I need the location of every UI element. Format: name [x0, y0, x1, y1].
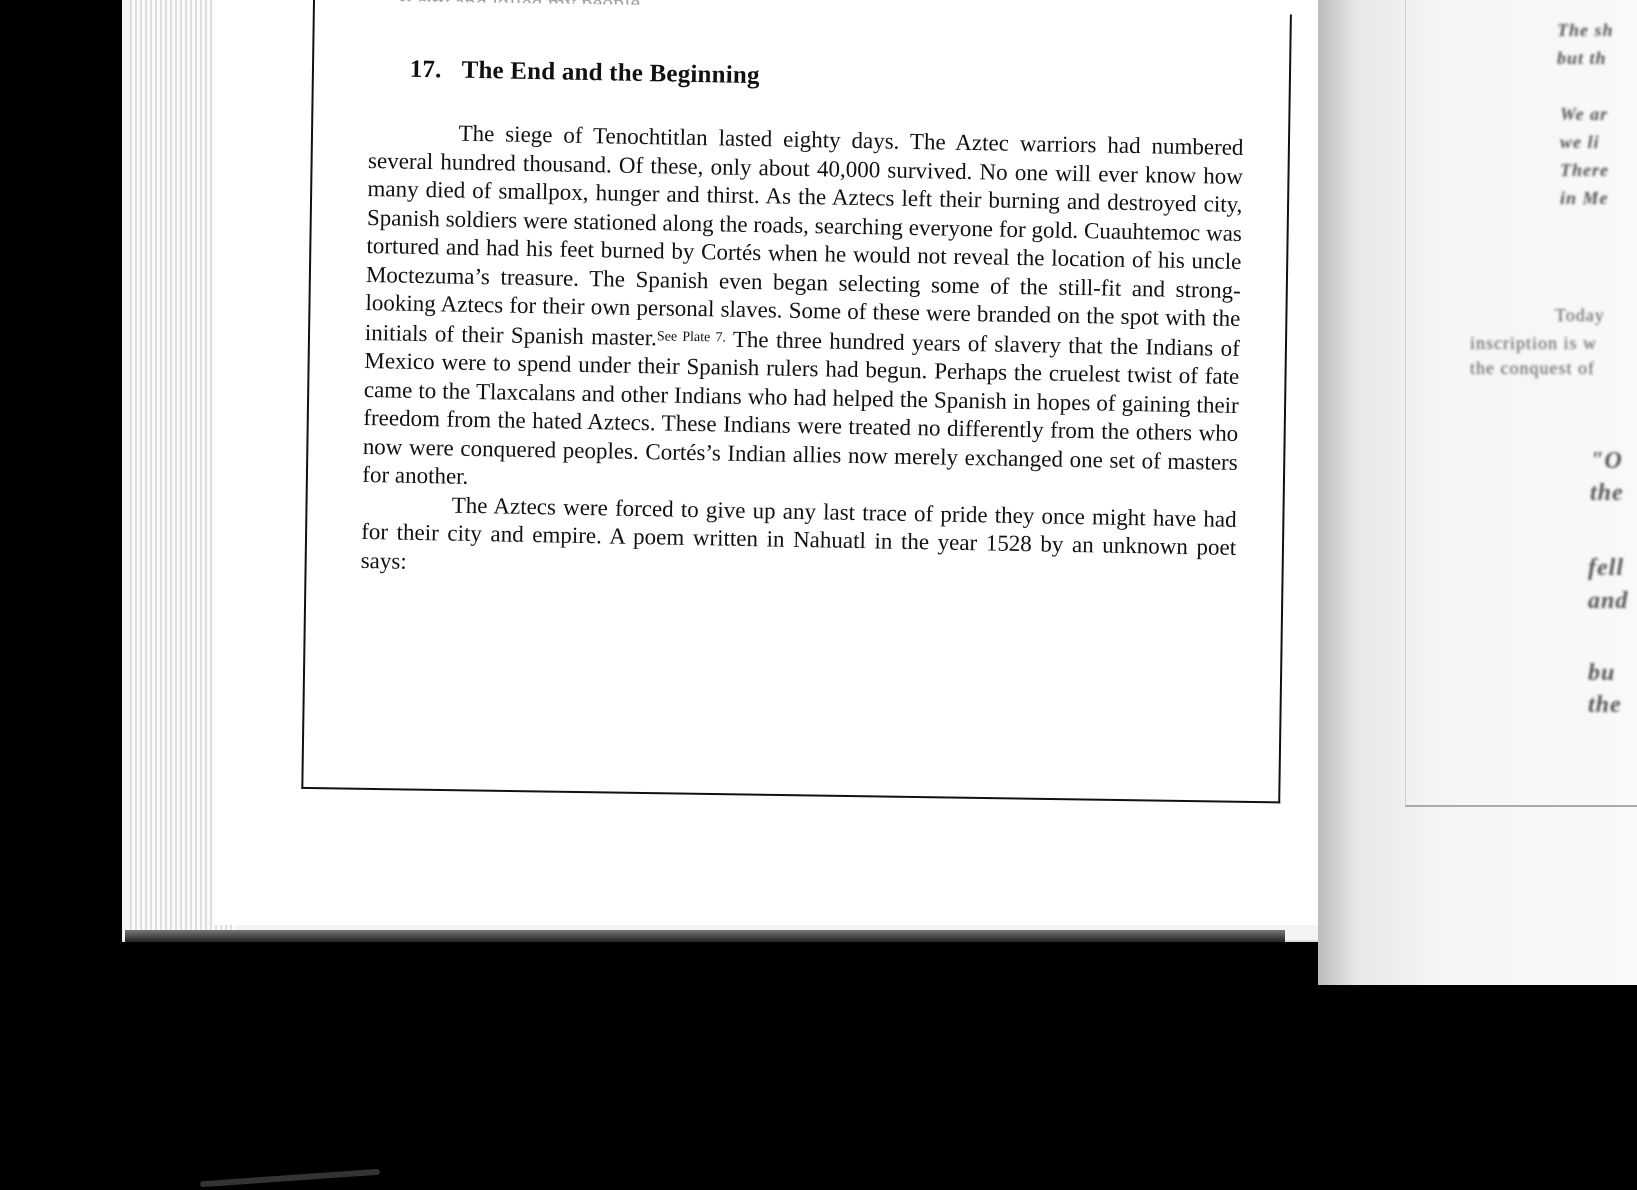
- right-fragment: we li: [1560, 132, 1600, 152]
- right-fragment: There: [1560, 160, 1609, 180]
- right-fragment: in Me: [1560, 188, 1609, 208]
- book-spine-edge: [125, 930, 1285, 942]
- scanner-mark: [200, 1169, 380, 1188]
- right-fragment: bu: [1588, 660, 1616, 686]
- right-fragment: We ar: [1560, 104, 1609, 124]
- right-fragment: fell: [1588, 555, 1624, 581]
- right-fragment: the conquest of: [1470, 358, 1595, 378]
- paragraph-1-text: The siege of Tenochtitlan lasted eighty days. The Aztec warriors had numbered several hundred thousand. Of these, only about 40,000 survived. No one will ever know how many died of smallpox, hunger and thirst. As the Aztecs left their burning and destroyed city, Spanish soldiers were stationed along the roads, searching everyone for gold. Cuauhtemoc was tortured and had his feet burned by Cortés when he would not reveal the location of his uncle Moctezuma’s treasure. The Spanish even began selecting some of the still-fit and strong-looking Aztecs for their own personal slaves. Some of these were branded on the spot with the initials of their Spanish master.: [364, 120, 1244, 350]
- right-fragment: and: [1588, 588, 1629, 614]
- paragraph-1: [362, 118, 1244, 505]
- right-fragment: the: [1588, 692, 1622, 718]
- plate-reference: See Plate 7.: [656, 328, 727, 346]
- right-fragment: "O: [1590, 448, 1623, 474]
- chapter-number: 17.: [409, 55, 442, 84]
- right-fragment: The sh: [1557, 20, 1614, 40]
- right-fragment: the: [1590, 480, 1624, 506]
- right-fragment: inscription is w: [1470, 333, 1597, 353]
- paragraph-2: The Aztecs were forced to give up any last trace of pride they once might have had for their city and empire. A poem written in Nahuatl in the year 1528 by an unknown poet says:: [360, 492, 1237, 574]
- right-fragment: Today: [1555, 305, 1605, 325]
- chapter-title: The End and the Beginning: [461, 56, 760, 90]
- right-fragment: but th: [1557, 48, 1607, 68]
- paragraph-1-continued: The three hundred years of slavery that the Indians of Mexico were to spend under their Spanish rulers had begun. Perhaps the cruelest twist of fate came to the Tlaxcalans and other Indians who had helped the Spanish in hopes of gaining their freedom from the hated Aztecs. These Indians were treated no differently from the others who now were conquered peoples. Cortés’s Indian allies now merely exchanged one set of masters for another.: [362, 326, 1241, 489]
- page-content: [360, 55, 1244, 591]
